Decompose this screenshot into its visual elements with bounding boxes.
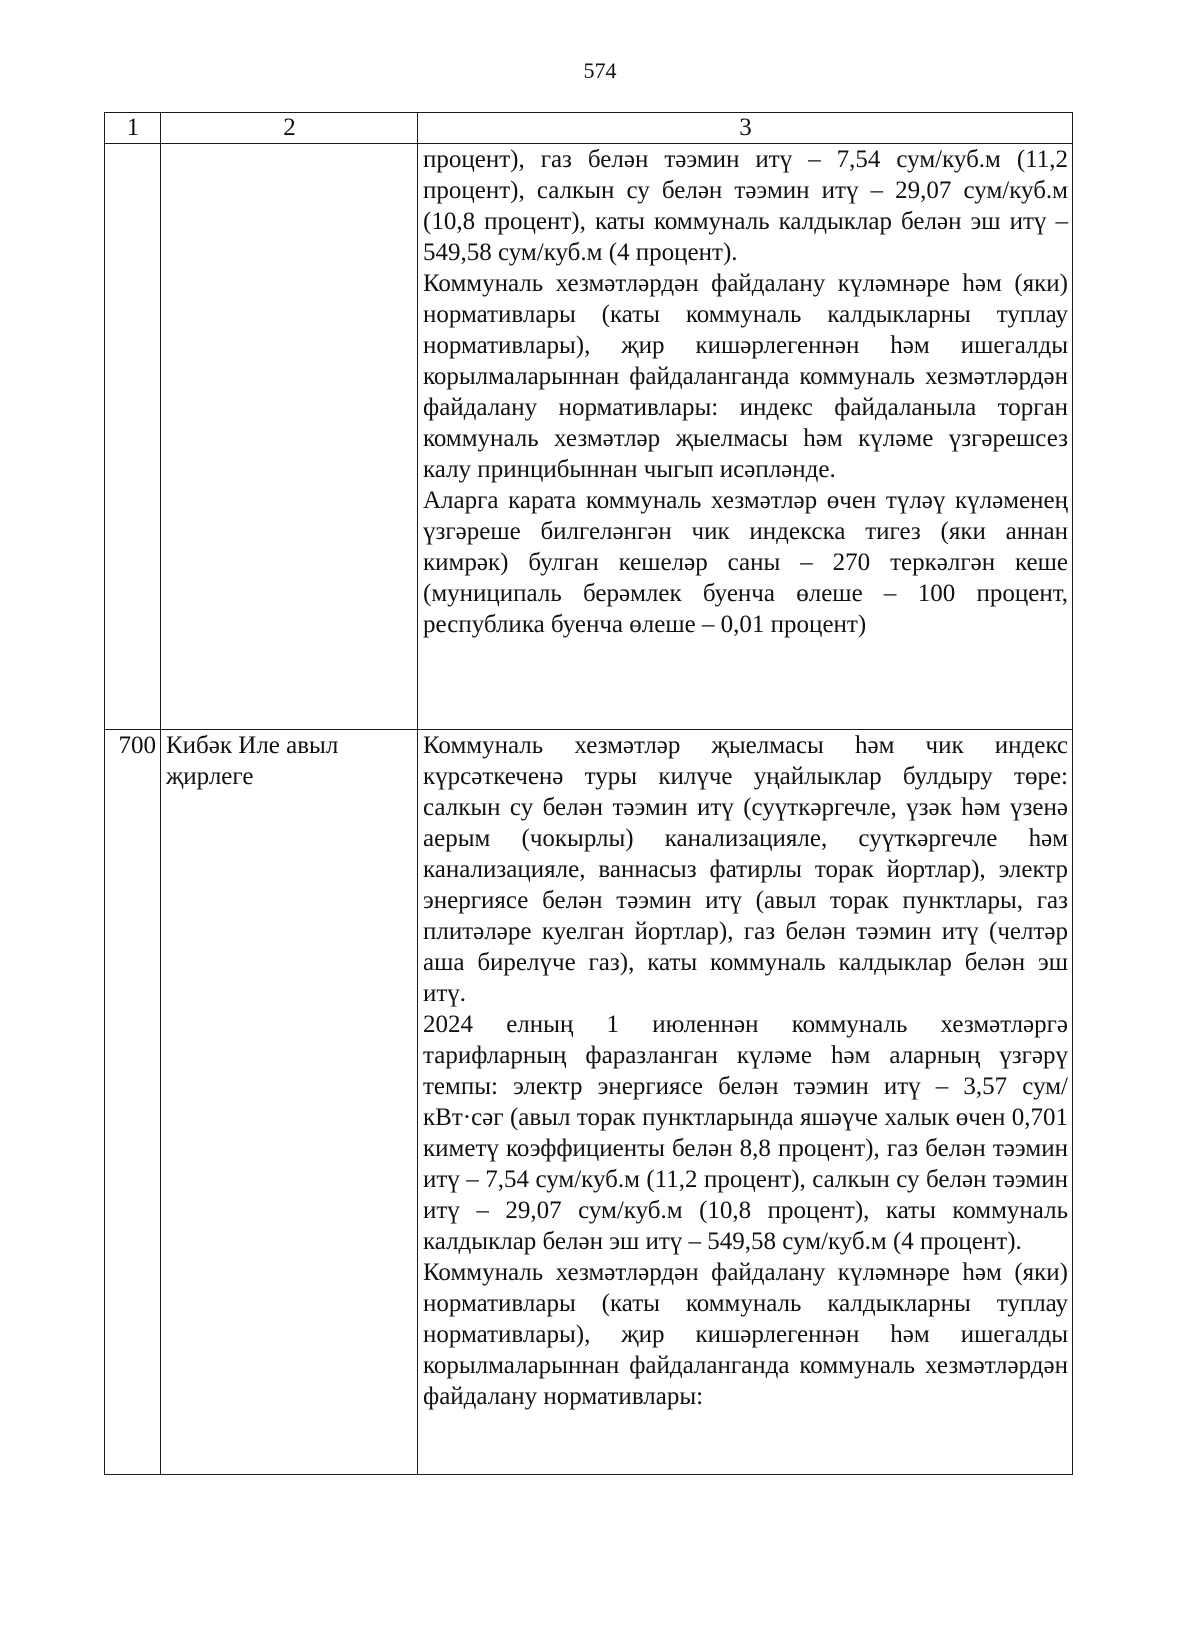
description-paragraph: Аларга карата коммуналь хезмәтләр өчен түләү күләменең үзгәреше билгеләнгән чик индекска тигез (яки аннан кимрәк) булган кешеләр саны – 270 теркәлгән кеше (муниципаль берәмлек буенча өлеше – 100 процент, республика буенча өлеше – 0,01 процент): [423, 487, 1068, 638]
table-row: [105, 730, 1073, 1475]
header-cell-3: 3: [418, 113, 1073, 144]
description-paragraph: Коммуналь хезмәтләрдән файдалану күләмнәре һәм (яки) нормативлары (каты коммуналь калдыкларны туплау нормативлары), җир кишәрлегеннән һәм ишегалды корылмаларыннан файдаланганда коммуналь хезмәтләрдән файдалану нормативлары: индекс файдаланыла торган коммуналь хезмәтләр җыелмасы һәм күләме үзгәрешсез калу принцибыннан чыгып исәпләнде.: [423, 270, 1068, 483]
row-number-cell: [105, 144, 161, 730]
header-cell-2: 2: [161, 113, 418, 144]
document-table: [104, 112, 1073, 1475]
table-header-row: [105, 113, 1073, 144]
description-paragraph: Коммуналь хезмәтләр җыелмасы һәм чик индекс күрсәткеченә туры килүче уңайлыклар булдыру төре: салкын су белән тәэмин итү (суүткәргечле, үзәк һәм үзенә аерым (чокырлы) канализацияле, суүткәргечле һәм канализацияле, ваннасыз фатирлы торак йортлар), электр энергиясе белән тәэмин итү (авыл торак пунктлары, газ плитәләре куелган йортлар), газ белән тәэмин итү (челтәр аша бирелүче газ), каты коммуналь калдыклар белән эш итү.: [423, 732, 1068, 1007]
description-paragraph: 2024 елның 1 июленнән коммуналь хезмәтләргә тарифларның фаразланган күләме һәм аларның үзгәрү темпы: электр энергиясе белән тәэмин итү – 3,57 сум/кВт·сәг (авыл торак пунктларында яшәүче халык өчен 0,701 киметү коэффициенты белән 8,8 процент), газ белән тәэмин итү – 7,54 сум/куб.м (11,2 процент), салкын су белән тәэмин итү – 29,07 сум/куб.м (10,8 процент), каты коммуналь калдыклар белән эш итү – 549,58 сум/куб.м (4 процент).: [423, 1011, 1068, 1255]
settlement-name-cell: [161, 144, 418, 730]
description-paragraph: Коммуналь хезмәтләрдән файдалану күләмнәре һәм (яки) нормативлары (каты коммуналь калдыкларны туплау нормативлары), җир кишәрлегеннән һәм ишегалды корылмаларыннан файдаланганда коммуналь хезмәтләрдән файдалану нормативлары:: [423, 1259, 1068, 1410]
description-paragraph: процент), газ белән тәэмин итү – 7,54 сум/куб.м (11,2 процент), салкын су белән тәэмин итү – 29,07 сум/куб.м (10,8 процент), каты коммуналь калдыклар белән эш итү – 549,58 сум/куб.м (4 процент).: [423, 146, 1068, 266]
settlement-name-cell: Кибәк Иле авыл җирлеге: [161, 730, 418, 1475]
header-cell-1: 1: [105, 113, 161, 144]
row-number-cell: 700: [105, 730, 161, 1475]
description-cell: [418, 730, 1073, 1475]
table-row: [105, 144, 1073, 730]
description-cell: [418, 144, 1073, 730]
page-number: 574: [583, 58, 617, 83]
